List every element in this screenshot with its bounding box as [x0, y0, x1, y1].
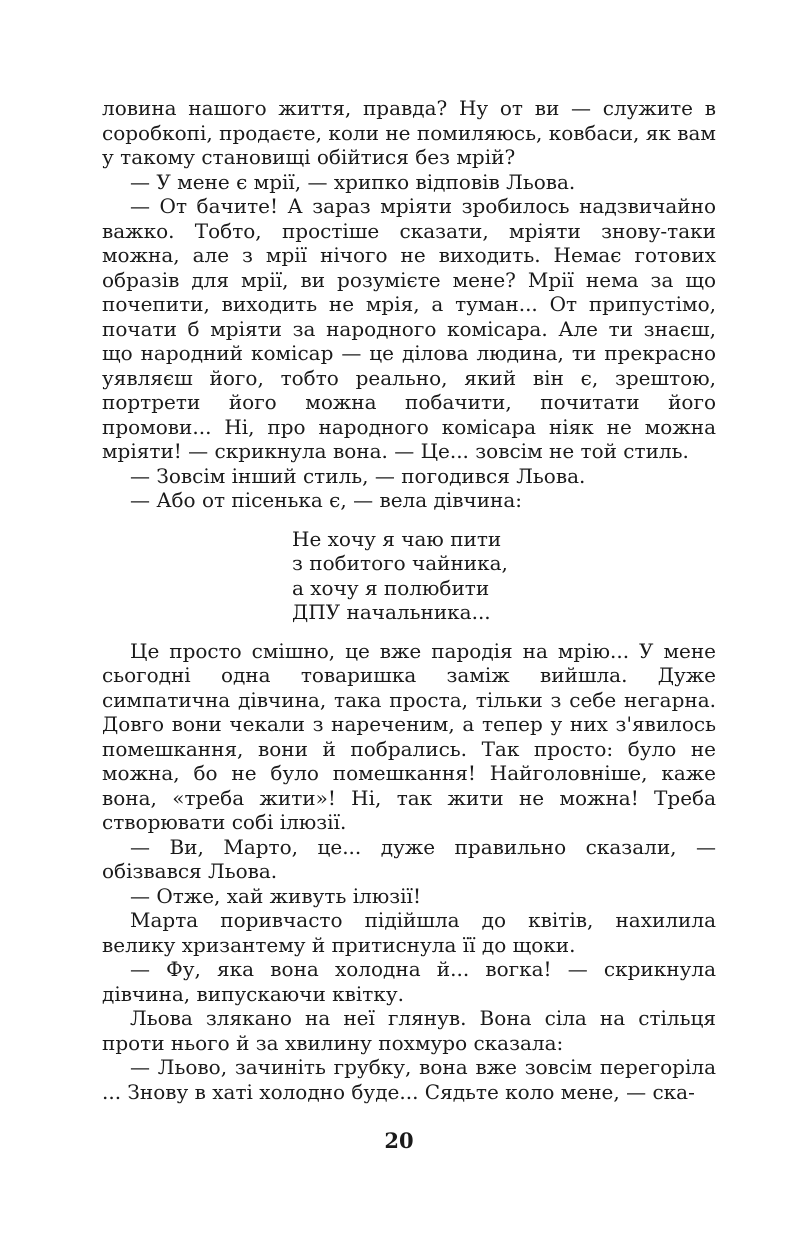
paragraph: Льова злякано на неї глянув. Вона сіла на стільця проти нього й за хвилину похмуро сказала: [102, 1006, 716, 1055]
poem-stanza [292, 527, 716, 625]
poem-line: а хочу я полюбити [292, 575, 490, 600]
paragraph: — Отже, хай живуть ілюзії! [130, 883, 421, 908]
poem-line: з побитого чайника, [292, 551, 508, 575]
poem-line: Не хочу я чаю пити [292, 526, 502, 551]
page-number: 20 [384, 1128, 414, 1153]
paragraph: — От бачите! А зараз мріяти зробилось надзвичайно важко. Тобто, простіше сказати, мріяти знову-таки можна, але з мрії нічого не виходить. Немає готових образів для мрії, ви розумієте мене? Мрії нема за що почепити, виходить не мрія, а туман... От припустімо, почати б мріяти за народного комісара. Але ти знаєш, що народний комісар — це ділова людина, ти прекрасно уявляєш його, тобто реально, який він є, зрештою, портрети його можна побачити, почитати його промови... Ні, про народного комісара ніяк не можна мріяти! — скрикнула вона. — Це... зовсім не той стиль. [102, 194, 716, 463]
paragraph: ловина нашого життя, правда? Ну от ви — служите в соробкопі, продаєте, коли не помиляюсь, ковбаси, як вам у такому становищі обійтися без мрій? [102, 96, 716, 169]
paragraph: — Зовсім інший стиль, — погодився Льова. [130, 463, 586, 488]
page-text [102, 96, 716, 1104]
paragraph: Це просто смішно, це вже пародія на мрію... У мене сьогодні одна товаришка заміж вийшла. Дуже симпатична дівчина, така проста, тільки з себе негарна. Довго вони чекали з нареченим, а тепер у них з'явилось помешкання, вони й побрались. Так просто: було не можна, бо не було помешкання! Найголовніше, каже вона, «треба жити»! Ні, так жити не можна! Треба створювати собі ілюзії. [102, 638, 716, 834]
paragraph: — Або от пісенька є, — вела дівчина: [130, 488, 523, 512]
poem-line: ДПУ начальника... [292, 600, 491, 624]
paragraph: Марта поривчасто підійшла до квітів, нахилила велику хризантему й притиснула її до щоки. [102, 908, 716, 957]
paragraph: — Ви, Марто, це... дуже правильно сказали, — обізвався Льова. [102, 834, 716, 883]
paragraph: — Фу, яка вона холодна й... вогка! — скрикнула дівчина, випускаючи квітку. [102, 957, 716, 1006]
paragraph: — Льово, зачиніть грубку, вона вже зовсім перегоріла ... Знову в хаті холодно буде... Сядьте коло мене, — ска- [102, 1055, 716, 1104]
paragraph: — У мене є мрії, — хрипко відповів Льова. [130, 169, 576, 194]
